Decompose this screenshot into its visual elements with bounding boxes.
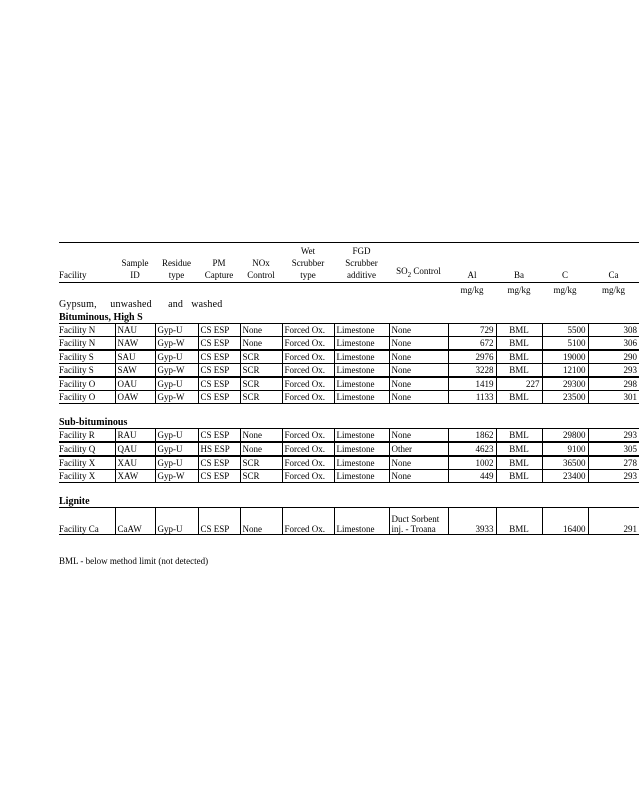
cell-pm-capture: CS ESP [198,470,240,483]
cell-ca: 291 [588,508,639,535]
cell-wet-scrubber-type: Forced Ox. [282,337,334,351]
cell-c: 5100 [542,337,588,351]
cell-pm-capture: CS ESP [198,337,240,351]
so2-suffix: Control [411,266,441,277]
cell-c: 5500 [542,324,588,337]
cell-facility: Facility R [59,429,115,443]
cell-c: 23500 [542,391,588,404]
cell-pm-capture: CS ESP [198,508,240,535]
cell-wet-scrubber-type: Forced Ox. [282,350,334,364]
cell-ba: BML [496,456,542,470]
cell-fgd-scrubber-additive: Limestone [334,429,389,443]
cell-residue-type: Gyp-W [155,337,198,351]
cell-al: 1002 [448,456,496,470]
header-so2-control [389,243,448,283]
section-title: Gypsum, unwashed and washed [59,299,223,310]
group-header-row [59,310,639,324]
cell-facility: Facility X [59,456,115,470]
cell-nox-control: SCR [240,350,282,364]
group-header-row [59,404,639,429]
cell-pm-capture: CS ESP [198,350,240,364]
cell-nox-control: None [240,324,282,337]
cell-residue-type: Gyp-W [155,391,198,404]
units-row [59,283,639,297]
cell-ba: BML [496,470,542,483]
group-name: Sub-bituminous [59,417,128,428]
cell-so2-control: None [389,324,448,337]
cell-ca: 305 [588,442,639,456]
cell-fgd-scrubber-additive: Limestone [334,324,389,337]
cell-facility: Facility N [59,324,115,337]
cell-ba: BML [496,364,542,378]
cell-facility: Facility S [59,364,115,378]
header-row [59,243,639,283]
cell-fgd-scrubber-additive: Limestone [334,364,389,378]
cell-fgd-scrubber-additive: Limestone [334,470,389,483]
cell-residue-type: Gyp-W [155,364,198,378]
cell-nox-control: SCR [240,391,282,404]
cell-pm-capture: CS ESP [198,377,240,391]
cell-residue-type: Gyp-U [155,442,198,456]
cell-fgd-scrubber-additive: Limestone [334,391,389,404]
cell-pm-capture: CS ESP [198,391,240,404]
cell-fgd-scrubber-additive: Limestone [334,350,389,364]
cell-sample-id: NAW [115,337,155,351]
header-fgd-scrubber-additive: FGD Scrubber additive [334,243,389,283]
cell-residue-type: Gyp-U [155,350,198,364]
cell-c: 29800 [542,429,588,443]
cell-sample-id: SAU [115,350,155,364]
cell-residue-type: Gyp-U [155,456,198,470]
cell-wet-scrubber-type: Forced Ox. [282,391,334,404]
cell-al: 1862 [448,429,496,443]
header-ca: Ca [588,243,639,283]
cell-ca: 293 [588,470,639,483]
unit-ba: mg/kg [496,283,542,297]
cell-ca: 293 [588,364,639,378]
so2-prefix: SO [396,266,408,277]
table-row [59,470,639,483]
cell-ba: 227 [496,377,542,391]
cell-so2-control: Other [389,442,448,456]
cell-facility: Facility X [59,470,115,483]
cell-facility: Facility S [59,350,115,364]
cell-wet-scrubber-type: Forced Ox. [282,324,334,337]
cell-ca: 278 [588,456,639,470]
unit-ca: mg/kg [588,283,639,297]
cell-so2-control: None [389,364,448,378]
cell-ca: 306 [588,337,639,351]
cell-residue-type: Gyp-U [155,429,198,443]
header-c: C [542,243,588,283]
table-row [59,364,639,378]
cell-so2-control: None [389,337,448,351]
cell-residue-type: Gyp-U [155,377,198,391]
cell-so2-control: Duct Sorbent inj. - Troana [389,508,448,535]
footnote: BML - below method limit (not detected) [59,556,209,566]
cell-c: 29300 [542,377,588,391]
cell-residue-type: Gyp-U [155,508,198,535]
table-row [59,324,639,337]
cell-sample-id: RAU [115,429,155,443]
cell-pm-capture: CS ESP [198,324,240,337]
cell-so2-control: None [389,429,448,443]
table-row [59,456,639,470]
cell-wet-scrubber-type: Forced Ox. [282,442,334,456]
cell-so2-control: None [389,377,448,391]
cell-pm-capture: CS ESP [198,429,240,443]
cell-fgd-scrubber-additive: Limestone [334,377,389,391]
cell-al: 1419 [448,377,496,391]
cell-wet-scrubber-type: Forced Ox. [282,364,334,378]
cell-so2-control: None [389,391,448,404]
cell-nox-control: None [240,508,282,535]
cell-ba: BML [496,324,542,337]
cell-sample-id: XAW [115,470,155,483]
cell-nox-control: None [240,429,282,443]
cell-wet-scrubber-type: Forced Ox. [282,429,334,443]
cell-ba: BML [496,508,542,535]
cell-al: 3933 [448,508,496,535]
cell-sample-id: CaAW [115,508,155,535]
cell-facility: Facility O [59,377,115,391]
cell-nox-control: SCR [240,364,282,378]
cell-fgd-scrubber-additive: Limestone [334,456,389,470]
cell-facility: Facility Q [59,442,115,456]
group-name: Lignite [59,496,90,507]
header-pm-capture: PM Capture [198,243,240,283]
group-header-row [59,483,639,508]
cell-wet-scrubber-type: Forced Ox. [282,456,334,470]
residue-table [59,242,639,535]
section-title-row [59,296,639,310]
unit-c: mg/kg [542,283,588,297]
cell-wet-scrubber-type: Forced Ox. [282,508,334,535]
table-row [59,350,639,364]
header-wet-scrubber-type: Wet Scrubber type [282,243,334,283]
header-ba: Ba [496,243,542,283]
table-row [59,429,639,443]
cell-nox-control: None [240,337,282,351]
cell-c: 19000 [542,350,588,364]
cell-nox-control: SCR [240,456,282,470]
cell-ca: 308 [588,324,639,337]
cell-fgd-scrubber-additive: Limestone [334,442,389,456]
cell-sample-id: OAU [115,377,155,391]
cell-so2-control: None [389,350,448,364]
cell-ba: BML [496,337,542,351]
cell-al: 3228 [448,364,496,378]
cell-al: 672 [448,337,496,351]
cell-c: 9100 [542,442,588,456]
cell-ba: BML [496,391,542,404]
cell-ca: 301 [588,391,639,404]
header-residue-type: Residue type [155,243,198,283]
cell-sample-id: NAU [115,324,155,337]
cell-sample-id: XAU [115,456,155,470]
group-name: Bituminous, High S [59,312,143,323]
cell-ca: 293 [588,429,639,443]
cell-ba: BML [496,350,542,364]
table-row [59,391,639,404]
cell-ca: 298 [588,377,639,391]
so2-subscript: 2 [407,271,412,279]
cell-wet-scrubber-type: Forced Ox. [282,377,334,391]
cell-c: 36500 [542,456,588,470]
cell-fgd-scrubber-additive: Limestone [334,508,389,535]
cell-ca: 290 [588,350,639,364]
table-row [59,508,639,535]
header-al: Al [448,243,496,283]
cell-ba: BML [496,429,542,443]
cell-facility: Facility O [59,391,115,404]
cell-al: 1133 [448,391,496,404]
cell-nox-control: None [240,442,282,456]
cell-sample-id: OAW [115,391,155,404]
cell-nox-control: SCR [240,470,282,483]
cell-pm-capture: CS ESP [198,456,240,470]
cell-fgd-scrubber-additive: Limestone [334,337,389,351]
cell-pm-capture: HS ESP [198,442,240,456]
cell-residue-type: Gyp-U [155,324,198,337]
cell-so2-control: None [389,456,448,470]
cell-pm-capture: CS ESP [198,364,240,378]
cell-ba: BML [496,442,542,456]
cell-sample-id: QAU [115,442,155,456]
cell-facility: Facility Ca [59,508,115,535]
cell-so2-control: None [389,470,448,483]
header-sample-id: Sample ID [115,243,155,283]
header-nox-control: NOx Control [240,243,282,283]
cell-c: 12100 [542,364,588,378]
unit-al: mg/kg [448,283,496,297]
cell-c: 23400 [542,470,588,483]
cell-nox-control: SCR [240,377,282,391]
cell-al: 2976 [448,350,496,364]
cell-facility: Facility N [59,337,115,351]
header-facility: Facility [59,243,115,283]
table-row [59,377,639,391]
table-row [59,442,639,456]
table-row [59,337,639,351]
cell-al: 4623 [448,442,496,456]
cell-wet-scrubber-type: Forced Ox. [282,470,334,483]
cell-residue-type: Gyp-W [155,470,198,483]
cell-al: 729 [448,324,496,337]
cell-al: 449 [448,470,496,483]
cell-c: 16400 [542,508,588,535]
cell-sample-id: SAW [115,364,155,378]
